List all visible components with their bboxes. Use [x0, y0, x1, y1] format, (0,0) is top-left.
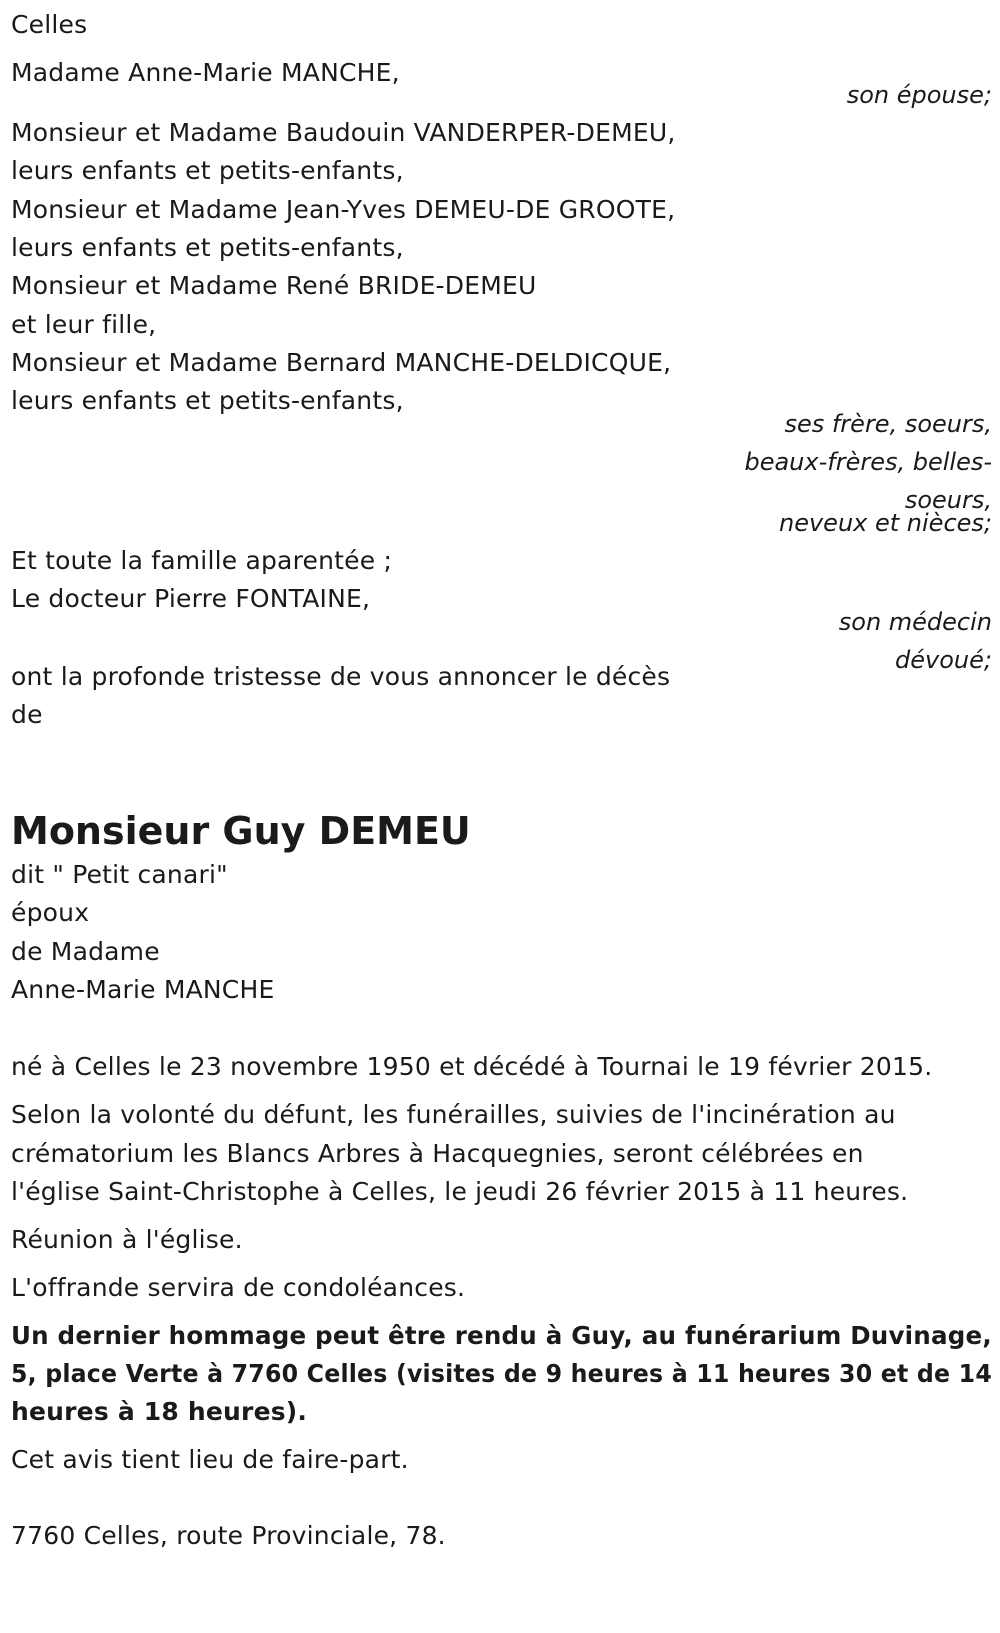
announcement-intro: de: [11, 700, 43, 729]
sibling-line: Monsieur et Madame Jean-Yves DEMEU-DE GROOTE,: [11, 195, 676, 224]
tribute-line: 5, place Verte à 7760 Celles (visites de 9 heures à 11 heures 30 et de 14: [11, 1359, 992, 1388]
sibling-line: leurs enfants et petits-enfants,: [11, 156, 404, 185]
address-text: 7760 Celles, route Provinciale, 78.: [11, 1521, 446, 1550]
extended-family: Et toute la famille aparentée ;: [11, 546, 393, 575]
announcement-intro: ont la profonde tristesse de vous annoncer le décès: [11, 662, 671, 691]
place-heading: Celles: [11, 10, 88, 39]
siblings-relation: ses frère, soeurs,: [784, 410, 992, 438]
deceased-detail: époux: [11, 898, 90, 927]
sibling-line: leurs enfants et petits-enfants,: [11, 386, 404, 415]
siblings-relation: beaux-frères, belles-: [744, 448, 992, 476]
deceased-detail: Anne-Marie MANCHE: [11, 975, 275, 1004]
tribute-line: heures à 18 heures).: [11, 1397, 308, 1426]
doctor-relation: dévoué;: [895, 646, 992, 674]
sibling-line: Monsieur et Madame Bernard MANCHE-DELDICQUE,: [11, 348, 672, 377]
sibling-line: leurs enfants et petits-enfants,: [11, 233, 404, 262]
siblings-relation: neveux et nièces;: [779, 509, 992, 537]
sibling-line: et leur fille,: [11, 310, 157, 339]
sibling-line: Monsieur et Madame Baudouin VANDERPER-DEMEU,: [11, 118, 676, 147]
doctor-name: Le docteur Pierre FONTAINE,: [11, 584, 371, 613]
deceased-detail: de Madame: [11, 937, 160, 966]
siblings-relation: soeurs,: [904, 486, 992, 514]
doctor-relation: son médecin: [838, 608, 992, 636]
ceremony-line: crématorium les Blancs Arbres à Hacquegnies, seront célébrées en: [11, 1139, 864, 1168]
wife-name: Madame Anne-Marie MANCHE,: [11, 58, 400, 87]
deceased-detail: dit " Petit canari": [11, 860, 228, 889]
tribute-line: Un dernier hommage peut être rendu à Guy, au funérarium Duvinage,: [11, 1321, 992, 1350]
meeting-text: Réunion à l'église.: [11, 1225, 243, 1254]
ceremony-line: Selon la volonté du défunt, les funérailles, suivies de l'incinération au: [11, 1100, 896, 1129]
notice-text: Cet avis tient lieu de faire-part.: [11, 1445, 409, 1474]
sibling-line: Monsieur et Madame René BRIDE-DEMEU: [11, 271, 537, 300]
offering-text: L'offrande servira de condoléances.: [11, 1273, 466, 1302]
birth-death: né à Celles le 23 novembre 1950 et décédé à Tournai le 19 février 2015.: [11, 1052, 933, 1081]
ceremony-line: l'église Saint-Christophe à Celles, le jeudi 26 février 2015 à 11 heures.: [11, 1177, 909, 1206]
wife-relation: son épouse;: [846, 81, 992, 109]
deceased-name: Monsieur Guy DEMEU: [11, 809, 471, 853]
